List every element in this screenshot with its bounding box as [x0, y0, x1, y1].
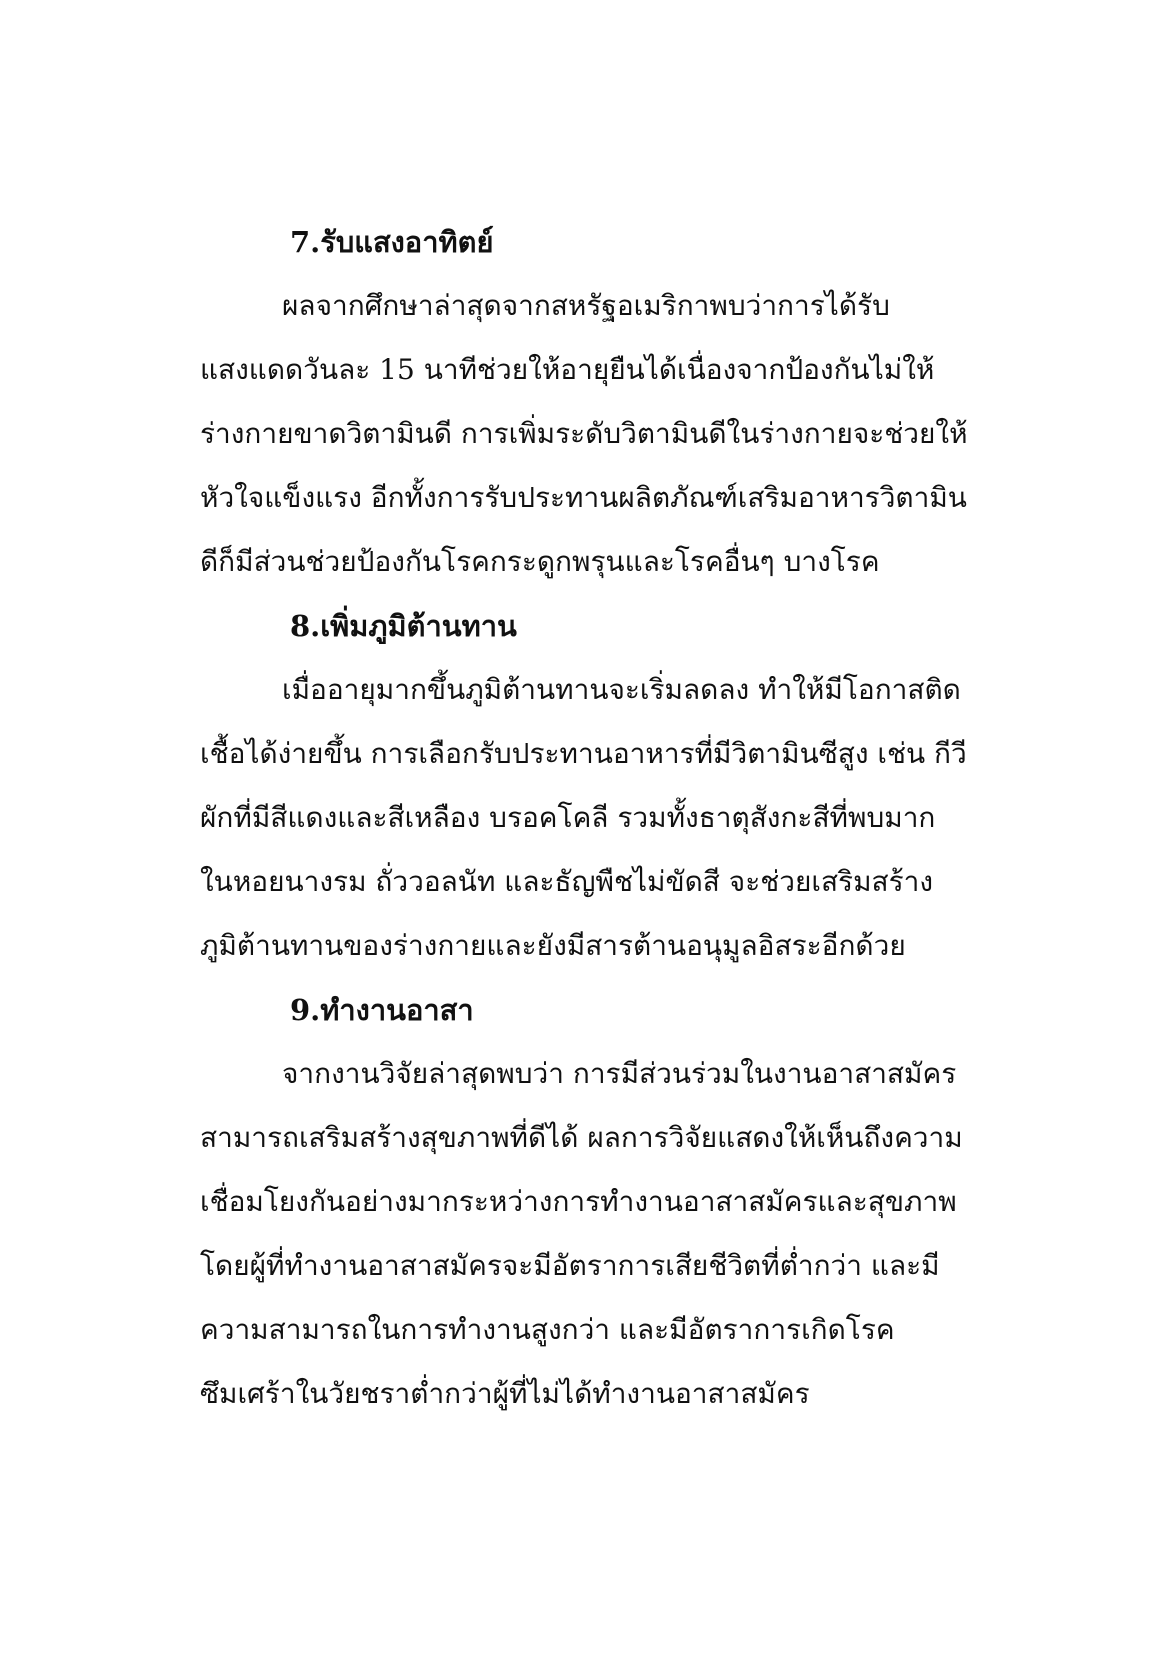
paragraph-line: ร่างกายขาดวิตามินดี การเพิ่มระดับวิตามินดีในร่างกายจะช่วยให้: [200, 417, 968, 450]
paragraph-line: ผักที่มีสีแดงและสีเหลือง บรอคโคลี รวมทั้งธาตุสังกะสีที่พบมาก: [200, 801, 936, 834]
paragraph-line: ในหอยนางรม ถั่ววอลนัท และธัญพืชไม่ขัดสี จะช่วยเสริมสร้าง: [200, 865, 934, 898]
paragraph-line: โดยผู้ที่ทำงานอาสาสมัครจะมีอัตราการเสียชีวิตที่ต่ำกว่า และมี: [200, 1249, 940, 1282]
paragraph-line: จากงานวิจัยล่าสุดพบว่า การมีส่วนร่วมในงานอาสาสมัคร: [282, 1057, 957, 1090]
paragraph-line: เชื่อมโยงกันอย่างมากระหว่างการทำงานอาสาสมัครและสุขภาพ: [200, 1185, 957, 1218]
paragraph-line: หัวใจแข็งแรง อีกทั้งการรับประทานผลิตภัณฑ์เสริมอาหารวิตามิน: [200, 481, 967, 514]
paragraph-line: ผลจากศึกษาล่าสุดจากสหรัฐอเมริกาพบว่าการได้รับ: [282, 289, 890, 322]
section-heading: 9.ทำงานอาสา: [290, 993, 474, 1027]
paragraph-line: เมื่ออายุมากขึ้นภูมิต้านทานจะเริ่มลดลง ทำให้มีโอกาสติด: [282, 673, 961, 706]
paragraph-line: สามารถเสริมสร้างสุขภาพที่ดีได้ ผลการวิจัยแสดงให้เห็นถึงความ: [200, 1121, 963, 1154]
section-heading: 7.รับแสงอาทิตย์: [290, 225, 494, 259]
section-heading: 8.เพิ่มภูมิต้านทาน: [290, 609, 517, 643]
paragraph-line: เชื้อได้ง่ายขึ้น การเลือกรับประทานอาหารที่มีวิตามินซีสูง เช่น กีวี: [200, 737, 967, 770]
document-body: [200, 210, 980, 1426]
paragraph-line: ซึมเศร้าในวัยชราต่ำกว่าผู้ที่ไม่ได้ทำงานอาสาสมัคร: [200, 1377, 810, 1410]
section-volunteer: [200, 978, 980, 1426]
paragraph-line: แสงแดดวันละ 15 นาทีช่วยให้อายุยืนได้เนื่องจากป้องกันไม่ให้: [200, 353, 935, 386]
paragraph-line: ดีก็มีส่วนช่วยป้องกันโรคกระดูกพรุนและโรคอื่นๆ บางโรค: [200, 545, 880, 578]
section-sunlight: [200, 210, 980, 594]
section-immunity: [200, 594, 980, 978]
paragraph-line: ภูมิต้านทานของร่างกายและยังมีสารต้านอนุมูลอิสระอีกด้วย: [200, 929, 906, 962]
paragraph-line: ความสามารถในการทำงานสูงกว่า และมีอัตราการเกิดโรค: [200, 1313, 895, 1346]
